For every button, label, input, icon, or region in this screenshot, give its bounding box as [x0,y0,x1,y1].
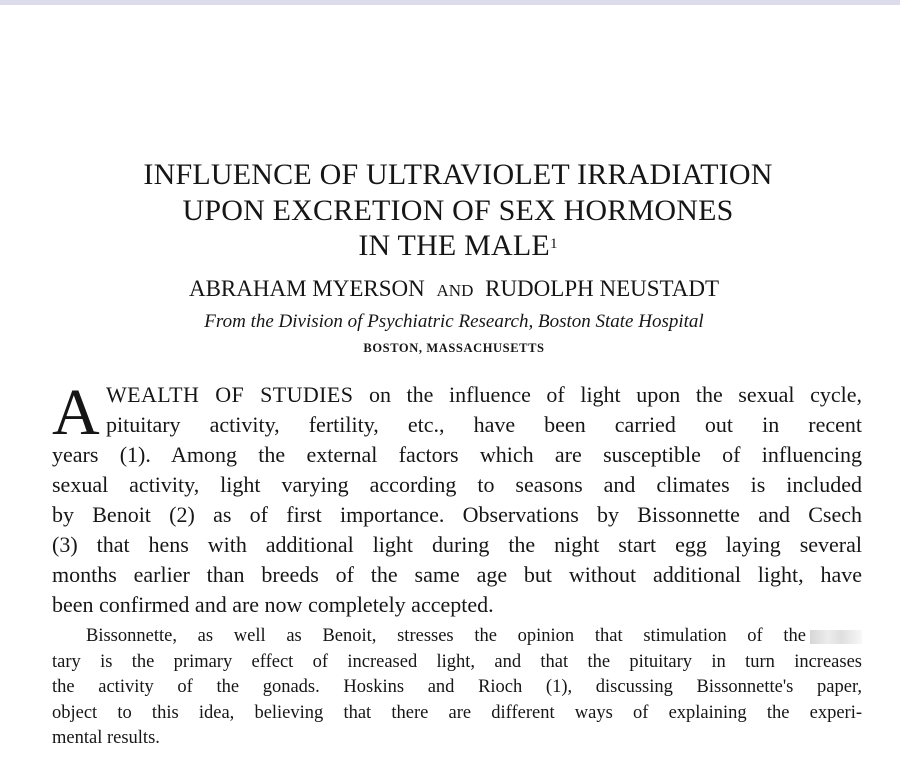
paragraph-2-line-1-text: Bissonnette, as well as Benoit, stresses the opinion that stimulation of the [86,626,806,646]
paragraph-1-line-6: (3) that hens with additional light during the night start egg laying several [52,532,862,557]
paragraph-2-line-5: mental results. [52,728,160,748]
paragraph-1-line-5: by Benoit (2) as of first importance. Observations by Bissonnette and Csech [52,502,862,527]
paragraph-2-line-1 [52,624,862,650]
paragraph-2 [52,624,862,752]
paragraph-2-line-2: tary is the primary effect of increased light, and that the pituitary in turn increases [52,651,862,672]
title-line-3-text: IN THE MALE [358,229,550,262]
author-line [0,275,900,305]
drop-cap: A [52,376,100,449]
lead-smallcaps: WEALTH OF STUDIES [106,382,354,407]
author-2: RUDOLPH NEUSTADT [485,276,720,301]
affiliation: From the Division of Psychiatric Research, Boston State Hospital [204,311,704,332]
paragraph-2-line-4: object to this idea, believing that there are different ways of explaining the experi- [52,702,862,723]
paragraph-1-line-3: years (1). Among the external factors which are susceptible of influencing [52,442,862,467]
author-conjunction: AND [436,281,474,300]
title-line-1: INFLUENCE OF ULTRAVIOLET IRRADIATION [143,158,773,191]
paragraph-1-line-1 [52,380,862,410]
paragraph-1-line-7: months earlier than breeds of the same age but without additional light, have [52,562,862,587]
paragraph-2-line-3: the activity of the gonads. Hoskins and Rioch (1), discussing Bissonnette's paper, [52,677,862,697]
paragraph-1-line-8: been confirmed and are now completely accepted. [52,592,494,617]
paragraph-1-line-4: sexual activity, light varying according to seasons and climates is included [52,472,862,497]
paragraph-1-line-2: pituitary activity, fertility, etc., have been carried out in recent [106,412,862,437]
paragraph-1 [52,376,862,620]
title-line-3 [8,229,900,263]
location: BOSTON, MASSACHUSETTS [363,341,545,355]
obscured-text [810,630,862,644]
title-line-2: UPON EXCRETION OF SEX HORMONES [182,194,734,227]
author-1: ABRAHAM MYERSON [188,276,425,301]
paragraph-1-line-1-text: on the influence of light upon the sexual cycle, [353,382,862,407]
title-footnote-mark: 1 [549,236,558,252]
